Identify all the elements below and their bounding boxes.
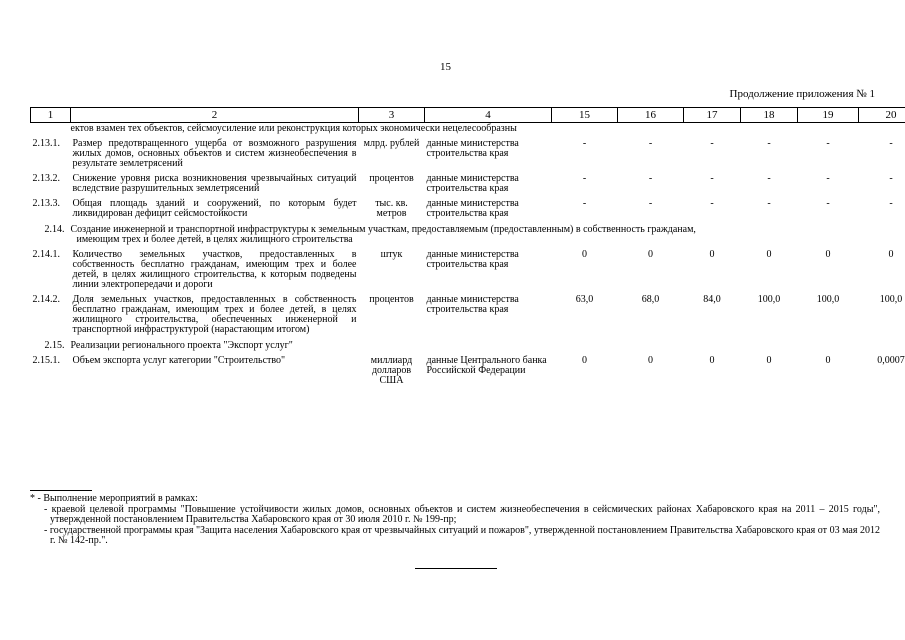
end-divider [415, 568, 497, 569]
footnotes [30, 494, 880, 547]
value-20: - [889, 198, 893, 209]
value-16: 0 [648, 355, 653, 366]
footnote-item: - государственной программы края "Защита населения Хабаровского края от чрезвычайных ситуаций и пожаров", утвержденной постановлением Правительства Хабаровского края от 03 мая 2012 г. № 142-пр.". [44, 525, 880, 546]
value-17: 0 [709, 249, 715, 260]
table-row [31, 290, 905, 335]
value-19: - [826, 198, 830, 209]
value-16: - [648, 173, 653, 184]
column-number-row [31, 108, 905, 123]
column-header: 4 [425, 108, 552, 123]
data-source: данные министерства строительства края [426, 173, 519, 194]
continuation-label: Продолжение приложения № 1 [729, 88, 875, 100]
row-number: 2.14.1. [32, 249, 60, 260]
section-title: Реализации регионального проекта "Экспорт услуг" [70, 340, 293, 351]
continuation-text-row [31, 123, 905, 135]
unit: штук [380, 249, 403, 260]
unit: процентов [369, 294, 414, 305]
footnote-divider [30, 490, 92, 491]
indicator-name: Объем экспорта услуг категории "Строительство" [72, 355, 286, 366]
footnote-title: * - Выполнение мероприятий в рамках: [30, 493, 198, 504]
value-18: 0 [766, 249, 772, 260]
column-header: 15 [552, 108, 618, 123]
column-header: 19 [798, 108, 859, 123]
row-number: 2.15.1. [32, 355, 60, 366]
column-header: 1 [31, 108, 71, 123]
value-16: - [648, 198, 653, 209]
page-number: 15 [440, 61, 451, 73]
column-header: 18 [741, 108, 798, 123]
value-16: 0 [648, 249, 653, 260]
indicator-name: Количество земельных участков, предоставленных в собственность бесплатно гражданам, имеющим трех и более детей, в целях жилищного строительства, к которым подведены линии электропередачи и дороги [72, 249, 357, 290]
value-20: 0 [888, 249, 894, 260]
indicators-table [30, 107, 905, 386]
value-19: 100,0 [816, 294, 840, 305]
indicator-name: Доля земельных участков, предоставленных в собственность бесплатно гражданам, имеющим трех и более детей, в целях жилищного строительства, обеспеченных инженерной и транспортной инфраструктурой (нарастающим итогом) [72, 294, 357, 335]
column-header: 17 [684, 108, 741, 123]
value-17: - [710, 173, 714, 184]
row-number: 2.13.1. [32, 138, 60, 149]
value-15: - [582, 198, 587, 209]
data-source: данные министерства строительства края [426, 249, 519, 270]
value-17: - [710, 198, 714, 209]
value-18: - [767, 138, 771, 149]
indicator-name: Снижение уровня риска возникновения чрезвычайных ситуаций вследствие разрушительных землетрясений [72, 173, 357, 194]
value-17: - [710, 138, 714, 149]
value-18: - [767, 173, 771, 184]
value-16: 68,0 [641, 294, 660, 305]
unit: процентов [369, 173, 414, 184]
continuation-text: ектов взамен тех объектов, сейсмоусиление или реконструкция которых экономически нецелесообразны [70, 123, 517, 134]
column-header: 3 [359, 108, 425, 123]
unit: тыс. кв. метров [375, 198, 408, 219]
data-source: данные министерства строительства края [426, 138, 519, 159]
value-15: 0 [582, 249, 587, 260]
data-source: данные Центрального банка Российской Федерации [426, 355, 547, 376]
table-row [31, 351, 905, 386]
column-header: 20 [859, 108, 905, 123]
column-header: 2 [71, 108, 359, 123]
section-title-line-1: Создание инженерной и транспортной инфраструктуры к земельным участкам, предоставляемым (предоставленным) в собственность гражданам, [70, 224, 696, 235]
data-source: данные министерства строительства края [426, 294, 519, 315]
table-row [31, 134, 905, 169]
section-heading [31, 219, 905, 245]
section-heading [31, 335, 905, 351]
row-number: 2.14.2. [32, 294, 60, 305]
value-18: - [767, 198, 771, 209]
value-19: - [826, 138, 830, 149]
section-row-2-15 [31, 335, 905, 351]
table-row [31, 169, 905, 194]
section-title-line-2: имеющим трех и более детей, в целях жилищного строительства [76, 234, 353, 245]
value-19: 0 [825, 355, 831, 366]
row-number: 2.13.3. [32, 198, 60, 209]
table-row [31, 194, 905, 219]
value-17: 84,0 [703, 294, 721, 305]
indicator-name: Общая площадь зданий и сооружений, по которым будет ликвидирован дефицит сейсмостойкости [72, 198, 357, 219]
value-15: - [582, 138, 587, 149]
section-number: 2.15. [44, 340, 65, 351]
section-number: 2.14. [44, 224, 65, 235]
value-16: - [648, 138, 653, 149]
value-19: - [826, 173, 830, 184]
value-17: 0 [709, 355, 715, 366]
data-source: данные министерства строительства края [426, 198, 519, 219]
value-15: - [582, 173, 587, 184]
value-18: 100,0 [757, 294, 781, 305]
footnote-item: - краевой целевой программы "Повышение устойчивости жилых домов, основных объектов и систем жизнеобеспечения в сейсмических районах Хабаровского края на 2011 – 2015 годы", утвержденной постановлением Правительства Хабаровского края от 30 июля 2010 г. № 199-пр; [44, 504, 880, 525]
column-header: 16 [618, 108, 684, 123]
indicator-name: Размер предотвращенного ущерба от возможного разрушения жилых домов, основных объектов и систем жизнеобеспечения в результате землетрясений [72, 138, 357, 169]
unit: млрд. рублей [363, 138, 420, 149]
section-row-2-14 [31, 219, 905, 245]
value-19: 0 [825, 249, 831, 260]
table-row [31, 245, 905, 290]
unit: миллиард долларов США [370, 355, 413, 386]
value-15: 63,0 [575, 294, 594, 305]
value-20: - [889, 138, 893, 149]
row-number: 2.13.2. [32, 173, 60, 184]
value-15: 0 [582, 355, 587, 366]
value-20: - [889, 173, 893, 184]
value-18: 0 [766, 355, 772, 366]
value-20: 100,0 [879, 294, 903, 305]
value-20: 0,0007 [877, 355, 905, 366]
